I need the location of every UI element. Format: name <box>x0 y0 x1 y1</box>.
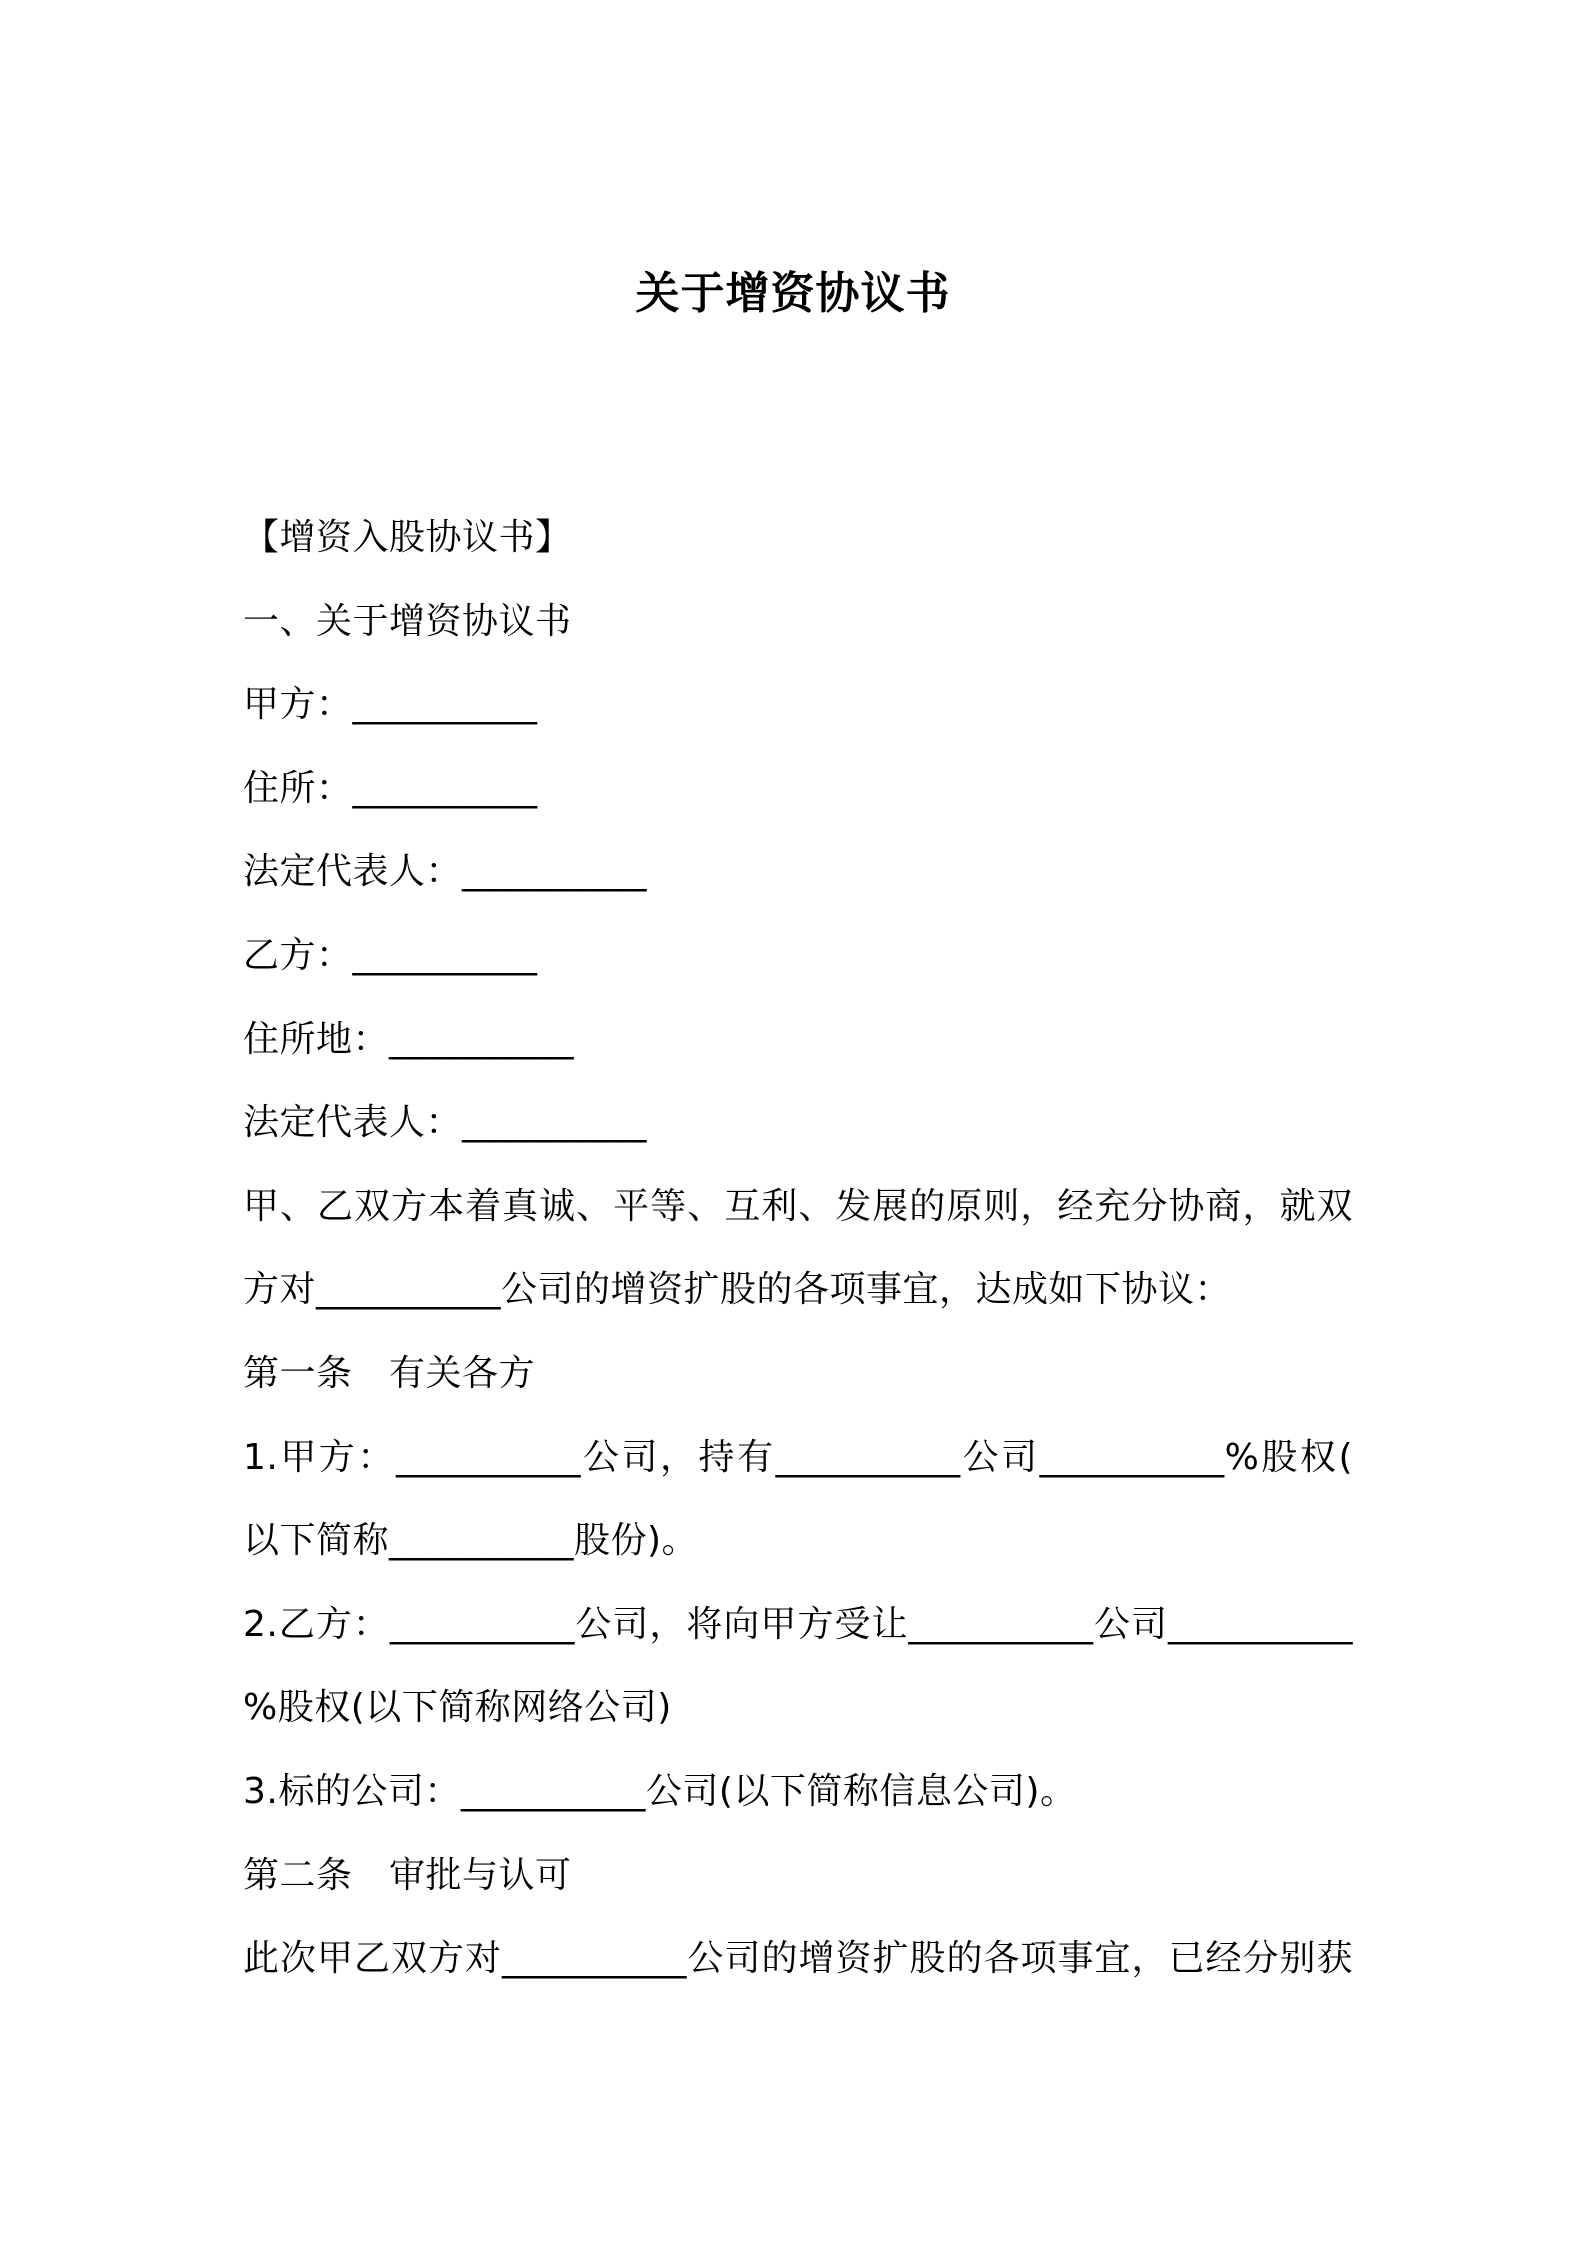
preamble-line-1: 甲、乙双方本着真诚、平等、互利、发展的原则，经充分协商，就双 <box>243 1185 1353 1227</box>
party-a-field: 甲方：__________ <box>243 684 538 726</box>
document-title: 关于增资协议书 <box>635 268 951 319</box>
article-two-paragraph-line-1: 此次甲乙双方对__________公司的增资扩股的各项事宜，已经分别获 <box>243 1938 1353 1980</box>
party-b-field: 乙方：__________ <box>243 934 538 976</box>
party-b-representative-field: 法定代表人：__________ <box>243 1102 648 1144</box>
article-one-item-2-line-1: 2.乙方：__________公司，将向甲方受让__________公司__________ <box>243 1603 1353 1645</box>
article-one-item-3: 3.标的公司：__________公司(以下简称信息公司)。 <box>243 1770 1077 1812</box>
article-one-heading: 第一条 有关各方 <box>243 1352 536 1394</box>
article-one-item-1-line-2: 以下简称__________股份)。 <box>243 1520 699 1562</box>
party-b-address-field: 住所地：__________ <box>243 1018 575 1060</box>
document-body <box>243 496 1353 2001</box>
article-one-item-1-line-1: 1.甲方：__________公司，持有__________公司__________%股权( <box>243 1436 1353 1478</box>
preamble-line-2: 方对__________公司的增资扩股的各项事宜，达成如下协议： <box>243 1269 1232 1311</box>
section-heading-bracket: 【增资入股协议书】 <box>243 517 572 558</box>
party-a-representative-field: 法定代表人：__________ <box>243 851 648 893</box>
article-one-item-2-line-2: %股权(以下简称网络公司) <box>243 1687 672 1729</box>
section-heading-one: 一、关于增资协议书 <box>243 600 572 642</box>
party-a-address-field: 住所：__________ <box>243 767 538 809</box>
article-two-heading: 第二条 审批与认可 <box>243 1854 572 1896</box>
